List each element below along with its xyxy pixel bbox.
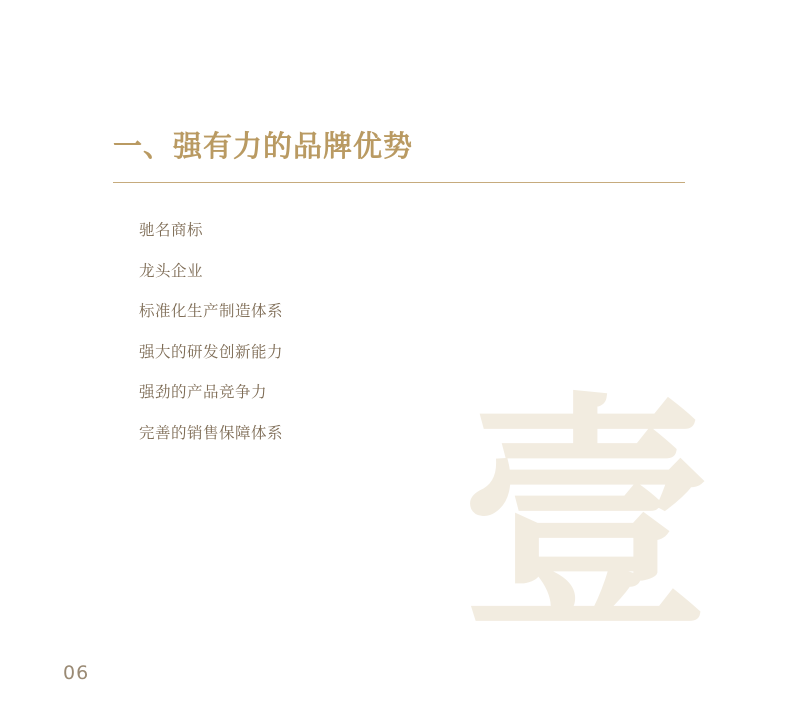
- list-item: 强劲的产品竞争力: [139, 383, 268, 401]
- list-item: 龙头企业: [139, 261, 204, 280]
- list-item: 标准化生产制造体系: [139, 302, 284, 320]
- bullet-list: [139, 223, 639, 441]
- page-title: 一、强有力的品牌优势: [113, 129, 414, 163]
- list-item: 强大的研发创新能力: [139, 342, 284, 361]
- page-number: 06: [63, 662, 90, 684]
- watermark-character: 壹: [461, 369, 711, 663]
- list-item: 驰名商标: [139, 221, 204, 239]
- title-divider: [113, 182, 685, 183]
- list-item: 完善的销售保障体系: [139, 423, 284, 442]
- title-block: [113, 128, 685, 183]
